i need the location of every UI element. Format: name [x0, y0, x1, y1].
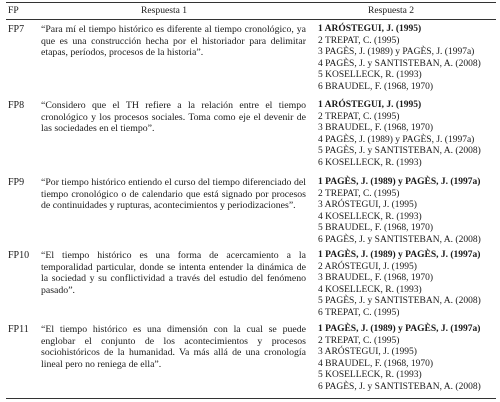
fp-id: FP11 [8, 324, 29, 335]
respuesta-1-quote: “El tiempo histórico es una dimensión con la cual se puede englobar el conjunto de los acontecimientos y procesos sociohistóricos de la humanidad. Va más allá de una cronología lineal pero no reniega de ella”. [41, 324, 306, 370]
ranking-item: 3 BRAUDEL, F. (1968, 1970) [318, 273, 434, 283]
respuesta-1-quote: “Considero que el TH refiere a la relación entre el tiempo cronológico y los procesos sociales. Toma como eje el devenir de las sociedades en el tiempo”. [41, 100, 306, 134]
ranking-item: 3 BRAUDEL, F. (1968, 1970) [318, 123, 434, 133]
header-respuesta-1: Respuesta 1 [141, 5, 188, 16]
ranking-item: 2 TREPAT, C. (1995) [318, 111, 400, 122]
header-respuesta-2: Respuesta 2 [368, 5, 415, 16]
ranking-item: 5 PAGÈS, J. y SANTISTEBAN, A. (2008) [318, 146, 481, 156]
respuesta-2-ranking [318, 177, 498, 246]
ranking-item: 5 BRAUDEL, F. (1968, 1970) [318, 223, 434, 233]
respuesta-2-ranking [318, 250, 498, 319]
respuesta-1-quote: “Por tiempo histórico entiendo el curso del tiempo diferenciado del tiempo cronológico o de calendario que está signado por procesos de continuidades y rupturas, acontecimientos y periodizaciones”. [41, 177, 306, 211]
header-fp: FP [8, 5, 19, 16]
ranking-item: 4 PAGÈS, J. (1989) y PAGÈS, J. (1997a) [318, 134, 475, 145]
ranking-item: 6 BRAUDEL, F. (1968, 1970) [318, 81, 434, 92]
ranking-item: 5 PAGÈS, J. y SANTISTEBAN, A. (2008) [318, 296, 481, 306]
fp-id: FP8 [8, 100, 25, 111]
ranking-item: 6 KOSELLECK, R. (1993) [318, 157, 422, 168]
header-rule [6, 19, 496, 20]
ranking-item: 4 KOSELLECK, R. (1993) [318, 211, 422, 222]
top-rule [6, 2, 496, 3]
fp-id: FP10 [8, 250, 30, 261]
ranking-item: 6 PAGÈS, J. y SANTISTEBAN, A. (2008) [318, 234, 481, 245]
ranking-item: 1 PAGÈS, J. (1989) y PAGÈS, J. (1997a) [318, 250, 481, 260]
ranking-item: 2 ARÓSTEGUI, J. (1995) [318, 261, 417, 272]
respuesta-2-ranking [318, 324, 498, 393]
ranking-item: 5 KOSELLECK, R. (1993) [318, 370, 422, 380]
ranking-item: 5 KOSELLECK, R. (1993) [318, 70, 422, 80]
bottom-rule [6, 398, 496, 399]
respuesta-1-quote: “El tiempo histórico es una forma de acercamiento a la temporalidad particular, donde se intenta entender la dinámica de la sociedad y su conflictividad a través del estudio del fenómeno pasado”. [41, 250, 306, 296]
ranking-item: 1 PAGÈS, J. (1989) y PAGÈS, J. (1997a) [318, 177, 481, 187]
ranking-item: 3 PAGÈS, J. (1989) y PAGÈS, J. (1997a) [318, 47, 475, 57]
ranking-item: 1 ARÓSTEGUI, J. (1995) [318, 100, 422, 110]
respuesta-2-ranking [318, 24, 498, 93]
ranking-item: 2 TREPAT, C. (1995) [318, 35, 400, 46]
ranking-item: 6 TREPAT, C. (1995) [318, 307, 400, 318]
ranking-item: 1 PAGÈS, J. (1989) y PAGÈS, J. (1997a) [318, 324, 481, 334]
ranking-item: 3 ARÓSTEGUI, J. (1995) [318, 347, 417, 357]
respuesta-2-ranking [318, 100, 498, 169]
ranking-item: 3 ARÓSTEGUI, J. (1995) [318, 200, 417, 210]
ranking-item: 4 KOSELLECK, R. (1993) [318, 284, 422, 295]
ranking-item: 2 TREPAT, C. (1995) [318, 335, 400, 346]
ranking-item: 6 PAGÈS, J. y SANTISTEBAN, A. (2008) [318, 381, 481, 392]
ranking-item: 2 TREPAT, C. (1995) [318, 188, 400, 199]
ranking-item: 1 ARÓSTEGUI, J. (1995) [318, 24, 422, 34]
respuesta-1-quote: “Para mí el tiempo histórico es diferente al tiempo cronológico, ya que es una construcción hecha por el historiador para delimitar etapas, períodos, procesos de la historia”. [41, 24, 306, 58]
ranking-item: 4 BRAUDEL, F. (1968, 1970) [318, 358, 434, 369]
ranking-item: 4 PAGÈS, J. y SANTISTEBAN, A. (2008) [318, 58, 481, 69]
fp-id: FP9 [8, 177, 25, 188]
fp-id: FP7 [8, 24, 25, 35]
